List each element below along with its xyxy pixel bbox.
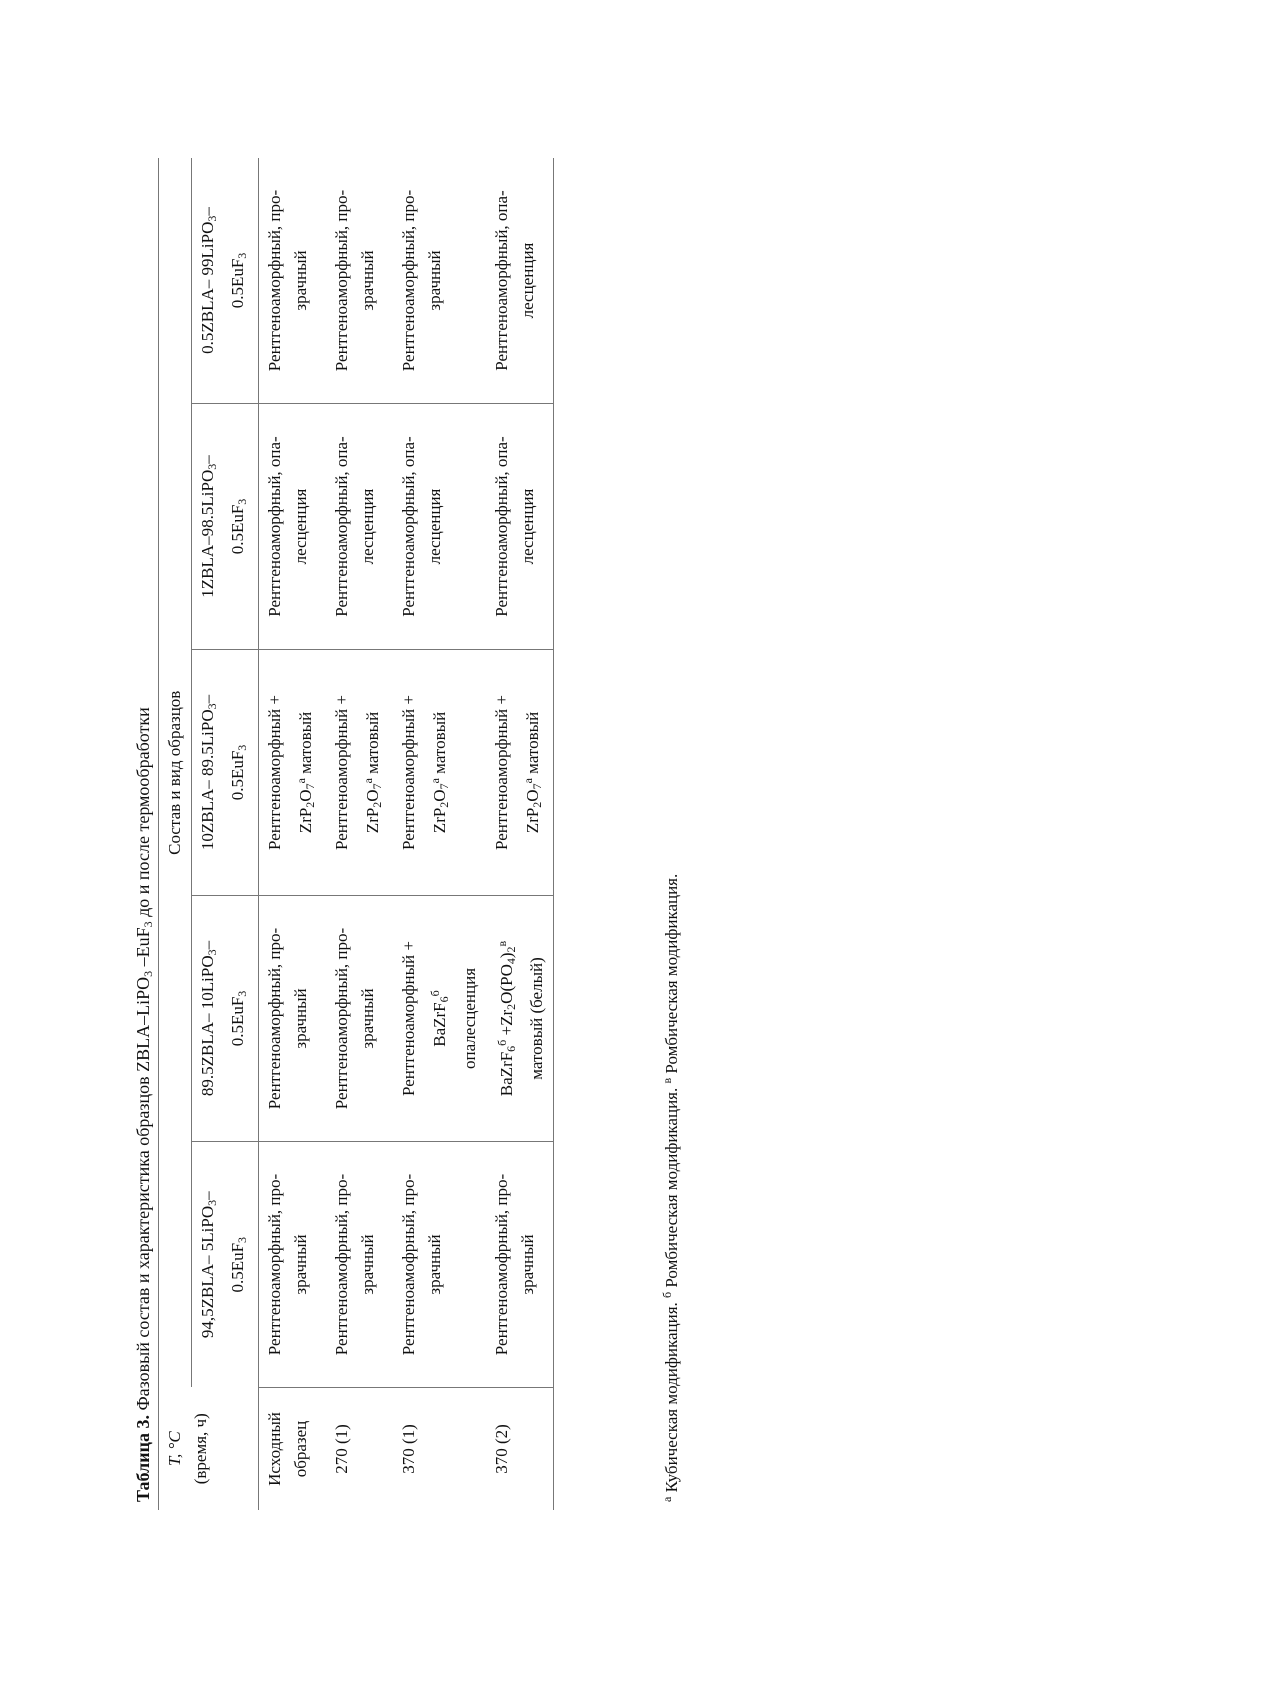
column-header: 0.5ZBLA– 99LiPO$_3$– 0.5EuF$_3$ (192, 158, 259, 404)
table-cell: Рентгеноаморфный, про- зрачный (393, 158, 486, 404)
table-cell: BaZrF$_6^б$ $+Zr_2O(PO_4)_2^в$ матовый (белый) (486, 896, 554, 1142)
column-header: 89.5ZBLA– 10LiPO$_3$– 0.5EuF$_3$ (192, 896, 259, 1142)
table-cell: Рентгеноаморфный + $ZrP_2O_7^а$ матовый (486, 650, 554, 896)
table-cell: Рентгеноаморфный, опа- лесценция (486, 158, 554, 404)
table-cell: Рентгеноаморфный, опа- лесценция (486, 404, 554, 650)
table-cell: Рентгеноаморфный, опа- лесценция (326, 404, 393, 650)
table-cell: Рентгеноаморфный + $ZrP_2O_7^а$ матовый (393, 650, 486, 896)
table-row (259, 158, 327, 1510)
header-row-1 (159, 158, 192, 1510)
column-header: 94,5ZBLA– 5LiPO$_3$– 0.5EuF$_3$ (192, 1142, 259, 1388)
table-cell: Рентгеноаморфный, про- зрачный (259, 1142, 327, 1388)
table-caption: Таблица 3. Фазовый состав и характеристика образцов ZBLA–LiPO$_3$ –EuF$_3$ до и после термообработки (133, 707, 155, 1502)
group-header: Состав и вид образцов (159, 158, 192, 1388)
t-cell: 270 (1) (332, 1424, 351, 1474)
table-cell: Рентгеноаморфный + BaZrF$_6^б$ опалесценция (393, 896, 486, 1142)
table-row (326, 158, 393, 1510)
table-label: Таблица 3. (133, 1415, 153, 1502)
table-cell: Рентгеноаморфный, про- зрачный (259, 158, 327, 404)
t-cell: Исходный образец (259, 1388, 327, 1511)
table-footnotes: $^а$ Кубическая модификация. $^б$ Ромбическая модификация. $^в$ Ромбическая модификация. (660, 873, 681, 1502)
table-row (393, 158, 486, 1510)
table-cell: Рентгеноамофрный, про- зрачный (393, 1142, 486, 1388)
table-cell: Рентгеноамофрный, про- зрачный (326, 1142, 393, 1388)
table-cell: Рентгеноаморфный + $ZrP_2O_7^а$ матовый (259, 650, 327, 896)
rotated-page (130, 130, 730, 1510)
column-header: 1ZBLA–98.5LiPO$_3$– 0.5EuF$_3$ (192, 404, 259, 650)
table-cell: Рентгеноаморфный, опа- лесценция (393, 404, 486, 650)
table-cell: Рентгеноаморфный + $ZrP_2O_7^а$ матовый (326, 650, 393, 896)
table-cell: Рентгеноаморфный, про- зрачный (326, 896, 393, 1142)
table-cell: Рентгеноаморфный, про- зрачный (259, 896, 327, 1142)
phase-table (158, 158, 554, 1510)
table-cell: Рентгеноамофрный, про- зрачный (486, 1142, 554, 1388)
t-cell: 370 (1) (399, 1424, 418, 1474)
table-cell: Рентгеноаморфный, опа- лесценция (259, 404, 327, 650)
column-header: 10ZBLA– 89.5LiPO$_3$– 0.5EuF$_3$ (192, 650, 259, 896)
table-row (486, 158, 554, 1510)
table-cell: Рентгеноаморфный, про- зрачный (326, 158, 393, 404)
t-cell: 370 (2) (486, 1388, 554, 1511)
header-row-2 (192, 158, 259, 1510)
t-header: T, °C (время, ч) (159, 1388, 259, 1511)
